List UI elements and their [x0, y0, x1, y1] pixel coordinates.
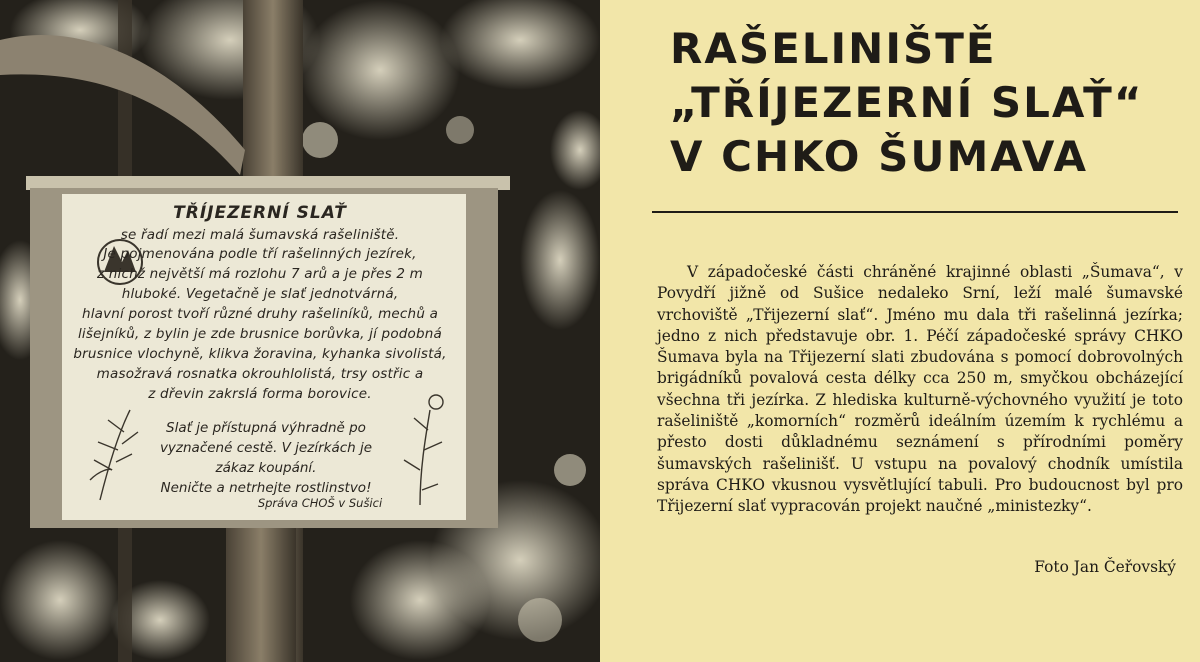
sign-note-line: Slať je přístupná výhradně po — [166, 420, 366, 436]
sign-note-line: zákaz koupání. — [215, 460, 317, 476]
sign-text-line: Je pojmenována podle tří rašelinných jezírek, — [103, 246, 417, 262]
sign-roof — [26, 176, 510, 190]
headline-line: V CHKO ŠUMAVA — [670, 132, 1089, 181]
headline-line: RAŠELINIŠTĚ — [670, 24, 997, 73]
sign-text-line: lišejníků, z bylin je zde brusnice borůvka, jí podobná — [77, 326, 443, 342]
sign-signature: Správa CHOŠ v Sušici — [257, 496, 383, 510]
headline-divider — [652, 211, 1178, 213]
sign-text-line: se řadí mezi malá šumavská rašeliniště. — [120, 227, 400, 243]
sign-note-line: Neničte a netrhejte rostlinstvo! — [160, 480, 372, 496]
sign-text-line: z dřevin zakrslá forma borovice. — [148, 386, 372, 402]
sign-text-line: brusnice vlochyně, klikva žoravina, kyhanka sivolistá, — [73, 346, 447, 362]
article-body — [657, 262, 1183, 518]
sign-title: TŘÍJEZERNÍ SLAŤ — [173, 203, 347, 223]
article-paragraph: V západočeské části chráněné krajinné oblasti „Šumava“, v Povydří jižně od Sušice nedaleko Srní, leží malé šumavské vrchoviště „Třijezerní slať“. Jméno mu dala tři rašelinná jezírka; jedno z nich představuje obr. 1. Péčí západočeské správy CHKO Šumava byla na Třijezerní slati zbudována s pomocí dobrovolných brigádníků povalová cesta délky cca 250 m, smyčkou obcházející všechna tři jezírka. Z hlediska kulturně-výchovného využití je toto rašeliniště „komorních“ rozměrů ideálním územím k rychlému a přesto dosti důkladnému seznámení s přírodními poměry šumavských rašelinišť. U vstupu na povalový chodník umístila správa CHKO vkusnou vysvětlující tabuli. Pro budoucnost byl pro Třijezerní slať vypracován projekt naučné „ministezky“. — [657, 263, 1183, 516]
headline-line: „TŘÍJEZERNÍ SLAŤ“ — [670, 78, 1144, 127]
sign-text-line: masožravá rosnatka okrouhlolistá, trsy ostřic a — [96, 366, 424, 382]
sign-text-line: hlavní porost tvoří různé druhy rašeliníků, mechů a — [81, 306, 439, 322]
sign-note-line: vyznačené cestě. V jezírkách je — [159, 440, 373, 456]
article-column — [600, 0, 1200, 662]
article-headline — [670, 22, 1143, 184]
sign-text-line: z nichž největší má rozlohu 7 arů a je přes 2 m — [97, 266, 423, 282]
sign-text-line: hluboké. Vegetačně je slať jednotvárná, — [121, 286, 399, 302]
photo-credit: Foto Jan Čeřovský — [1034, 558, 1176, 576]
